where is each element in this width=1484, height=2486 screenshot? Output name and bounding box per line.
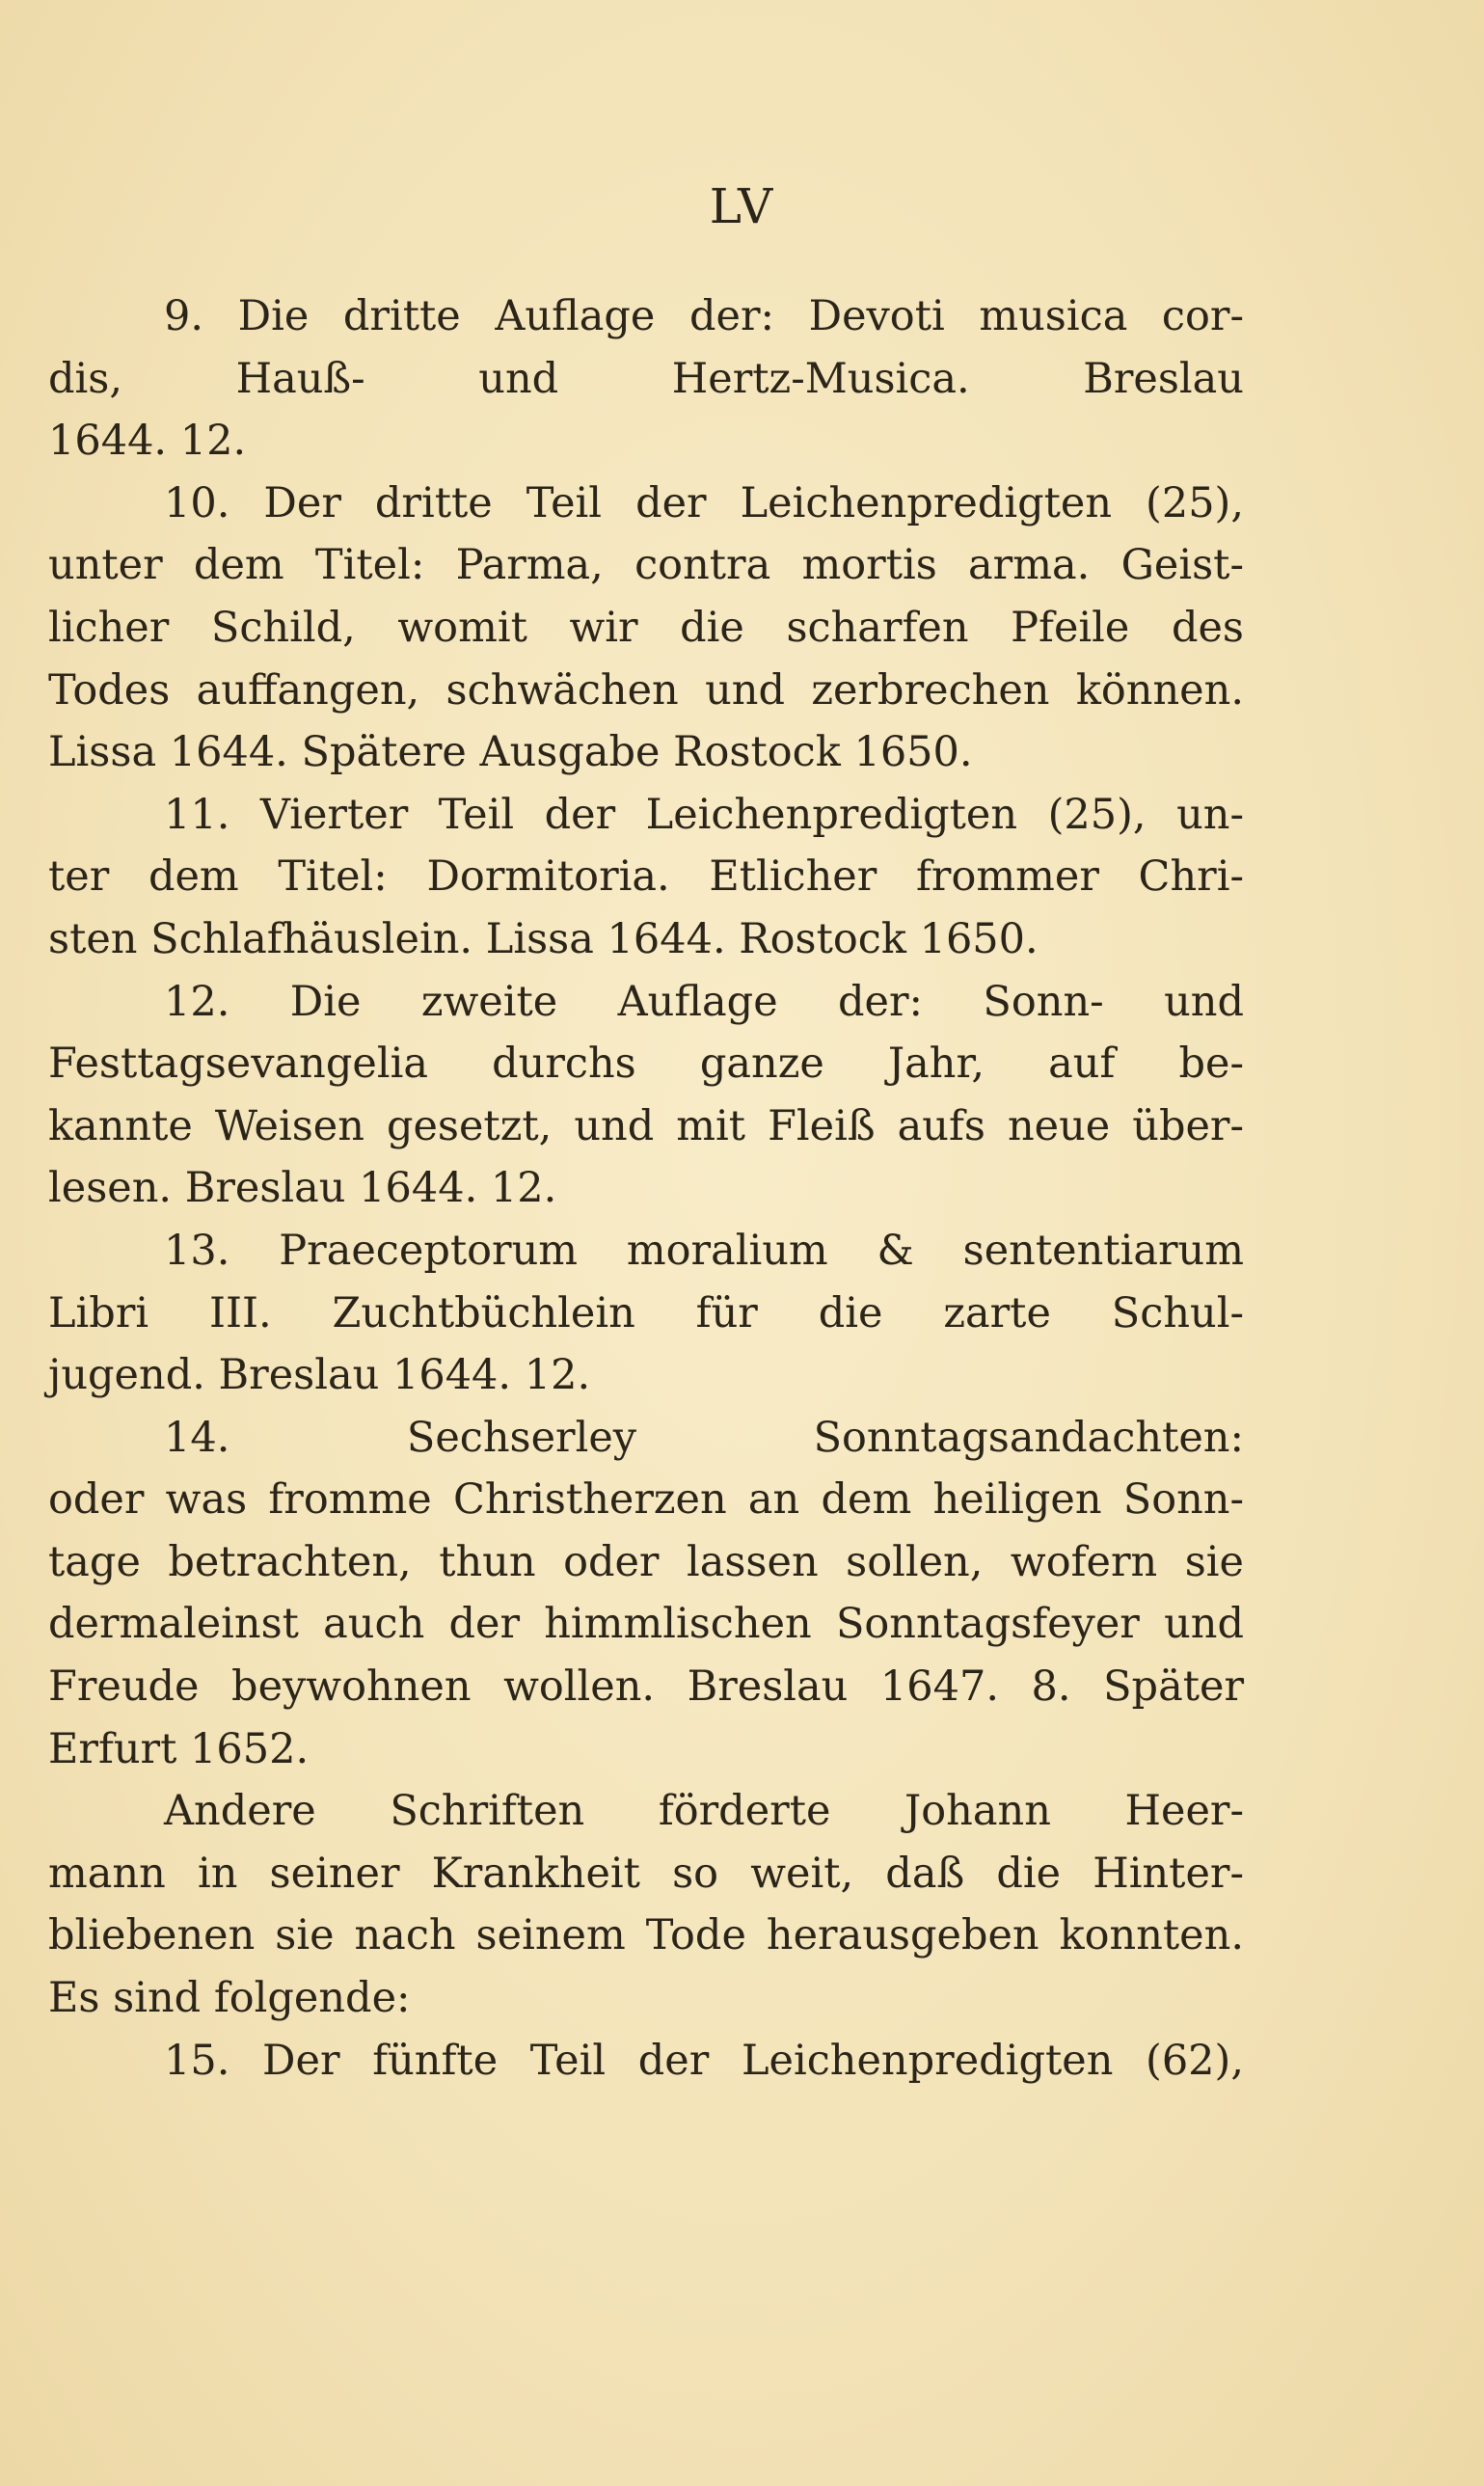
text-line: Erfurt 1652. — [48, 1724, 310, 1773]
text-line: licher Schild, womit wir die scharfen Pfeile des — [48, 603, 1244, 652]
text-line: 9. Die dritte Auflage der: Devoti musica cor- — [164, 292, 1244, 340]
text-line: Festtagsevangelia durchs ganze Jahr, auf be- — [48, 1040, 1244, 1089]
text-line: 11. Vierter Teil der Leichenpredigten (25), un- — [164, 790, 1244, 839]
text-line: ter dem Titel: Dormitoria. Etlicher frommer Chri- — [48, 852, 1244, 902]
text-line: Freude beywohnen wollen. Breslau 1647. 8. Später — [48, 1662, 1244, 1712]
text-line: Lissa 1644. Spätere Ausgabe Rostock 1650. — [48, 728, 973, 777]
text-line: dis, Hauß- und Hertz-Musica. Breslau — [48, 354, 1244, 403]
text-line: 12. Die zweite Auflage der: Sonn- und — [164, 977, 1244, 1026]
text-line: 13. Praeceptorum moralium & sententiarum — [164, 1226, 1244, 1275]
text-line: Es sind folgende: — [48, 1974, 411, 2023]
text-line: Andere Schriften förderte Johann Heer- — [164, 1787, 1244, 1836]
text-line: bliebenen sie nach seinem Tode herausgeben konnten. — [48, 1911, 1244, 1960]
text-line: kannte Weisen gesetzt, und mit Fleiß aufs neue über- — [48, 1101, 1244, 1150]
page-number: LV — [709, 178, 775, 234]
text-line: 10. Der dritte Teil der Leichenpredigten (25), — [164, 478, 1244, 527]
text-line: 15. Der fünfte Teil der Leichenpredigten (62), — [164, 2036, 1244, 2085]
text-line: lesen. Breslau 1644. 12. — [48, 1164, 557, 1213]
text-line: dermaleinst auch der himmlischen Sonntagsfeyer und — [48, 1600, 1244, 1649]
text-line: jugend. Breslau 1644. 12. — [48, 1351, 591, 1400]
text-line: 1644. 12. — [48, 417, 247, 466]
text-line: Todes auffangen, schwächen und zerbrechen können. — [48, 665, 1244, 715]
text-line: oder was fromme Christherzen an dem heiligen Sonn- — [48, 1475, 1244, 1525]
text-line: 14. Sechserley Sonntagsandachten: — [164, 1413, 1244, 1462]
text-line: sten Schlafhäuslein. Lissa 1644. Rostock 1650. — [48, 914, 1039, 963]
text-line: unter dem Titel: Parma, contra mortis arma. Geist- — [48, 541, 1244, 590]
page-body — [48, 285, 1244, 2092]
text-line: Libri III. Zuchtbüchlein für die zarte Schul- — [48, 1288, 1244, 1338]
text-line: mann in seiner Krankheit so weit, daß die Hinter- — [48, 1849, 1244, 1898]
text-line: tage betrachten, thun oder lassen sollen, wofern sie — [48, 1537, 1244, 1586]
